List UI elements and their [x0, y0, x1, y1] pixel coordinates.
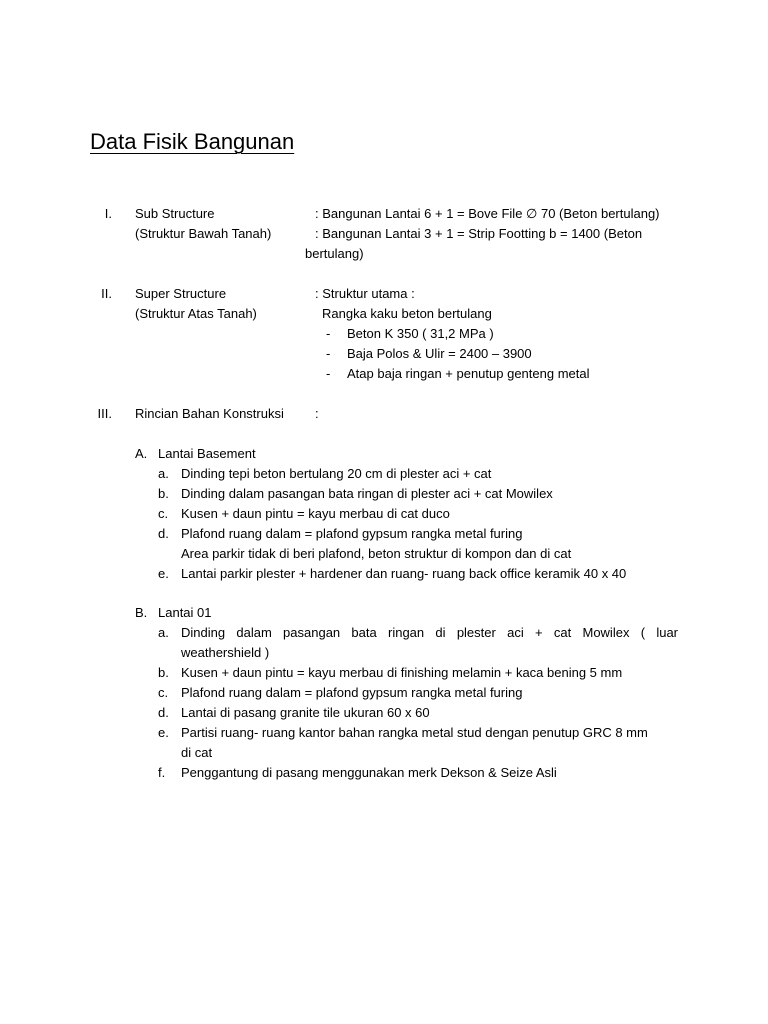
page-title: Data Fisik Bangunan	[90, 129, 295, 154]
section-label: Super Structure	[135, 286, 227, 301]
item-text: Kusen + daun pintu = kayu merbau di finishing melamin + kaca bening 5 mm	[181, 665, 623, 680]
item-text: Penggantung di pasang menggunakan merk Dekson & Seize Asli	[181, 765, 557, 780]
item-letter: e.	[158, 725, 169, 740]
group-letter: A.	[135, 446, 148, 461]
item-text-continuation: Area parkir tidak di beri plafond, beton struktur di kompon dan di cat	[181, 546, 572, 561]
item-text: Lantai parkir plester + hardener dan ruang- ruang back office keramik 40 x 40	[181, 566, 627, 581]
item-letter: a.	[158, 466, 169, 481]
section-colon: :	[315, 406, 319, 421]
group-title: Lantai Basement	[158, 446, 256, 461]
section-value-continuation: bertulang)	[305, 246, 364, 261]
section-numeral: III.	[97, 406, 112, 421]
item-text-continuation: weathershield )	[181, 645, 270, 660]
item-text: Plafond ruang dalam = plafond gypsum rangka metal furing	[181, 685, 523, 700]
bullet-text: Atap baja ringan + penutup genteng metal	[347, 366, 590, 381]
item-text: Partisi ruang- ruang kantor bahan rangka metal stud dengan penutup GRC 8 mm	[181, 725, 648, 740]
group-letter: B.	[135, 605, 148, 620]
bullet-dash: -	[326, 346, 331, 361]
item-text: Kusen + daun pintu = kayu merbau di cat duco	[181, 506, 450, 521]
bullet-text: Baja Polos & Ulir = 2400 – 3900	[347, 346, 532, 361]
item-text: Dinding dalam pasangan bata ringan di plester aci + cat Mowilex ( luar	[181, 625, 678, 640]
bullet-dash: -	[326, 366, 331, 381]
group-title: Lantai 01	[158, 605, 212, 620]
item-letter: a.	[158, 625, 169, 640]
bullet-text: Beton K 350 ( 31,2 MPa )	[347, 326, 494, 341]
item-letter: c.	[158, 685, 169, 700]
section-sublabel: (Struktur Atas Tanah)	[135, 306, 257, 321]
section-numeral: I.	[104, 206, 112, 221]
item-letter: c.	[158, 506, 169, 521]
item-letter: e.	[158, 566, 169, 581]
item-text: Plafond ruang dalam = plafond gypsum rangka metal furing	[181, 526, 523, 541]
section-label: Rincian Bahan Konstruksi	[135, 406, 284, 421]
section-sublabel: (Struktur Bawah Tanah)	[135, 226, 272, 241]
section-value: : Bangunan Lantai 6 + 1 = Bove File ∅ 70 (Beton bertulang)	[315, 206, 660, 221]
bullet-dash: -	[326, 326, 331, 341]
section-numeral: II.	[101, 286, 112, 301]
section-value: : Struktur utama :	[315, 286, 415, 301]
section-value: Rangka kaku beton bertulang	[322, 306, 492, 321]
item-letter: d.	[158, 705, 169, 720]
item-text: Dinding dalam pasangan bata ringan di plester aci + cat Mowilex	[181, 486, 553, 501]
item-text-continuation: di cat	[181, 745, 213, 760]
section-label: Sub Structure	[135, 206, 215, 221]
item-letter: b.	[158, 486, 169, 501]
item-letter: f.	[158, 765, 166, 780]
item-text: Dinding tepi beton bertulang 20 cm di plester aci + cat	[181, 466, 492, 481]
item-letter: b.	[158, 665, 169, 680]
item-letter: d.	[158, 526, 169, 541]
item-text: Lantai di pasang granite tile ukuran 60 x 60	[181, 705, 430, 720]
section-value: : Bangunan Lantai 3 + 1 = Strip Footting b = 1400 (Beton	[315, 226, 643, 241]
